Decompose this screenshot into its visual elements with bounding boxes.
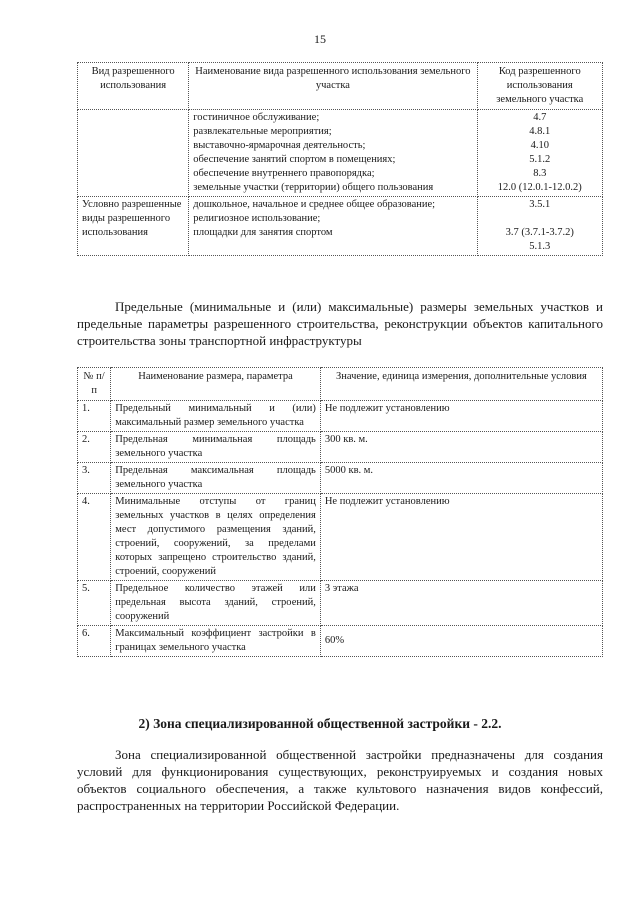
table-row xyxy=(78,494,603,581)
use-code: 4.8.1 xyxy=(529,126,551,137)
use-code: 3.5.1 xyxy=(529,199,551,210)
use-code: 4.10 xyxy=(530,140,549,151)
table-row xyxy=(78,110,603,197)
parameter-name: Предельная минимальная площадь земельного участка xyxy=(111,432,321,463)
parameter-value: 3 этажа xyxy=(320,581,602,626)
use-code: 5.1.2 xyxy=(529,154,551,165)
conditional-uses-label: Условно разрешенные виды разрешенного использования xyxy=(78,197,189,256)
section-paragraph-text: Зона специализированной общественной застройки предназначены для создания условий для функционирования существующих, реконструируемых и создания новых объектов социального обеспечения, а также культового назначения видов конфессий, распространенных на территории Российской Федерации. xyxy=(77,747,603,813)
use-code: 5.1.3 xyxy=(529,241,551,252)
row-number: 6. xyxy=(78,626,111,657)
parameter-name: Предельный минимальный и (или) максимальный размер земельного участка xyxy=(111,401,321,432)
row-number: 4. xyxy=(78,494,111,581)
parameter-name: Максимальный коэффициент застройки в границах земельного участка xyxy=(111,626,321,657)
use-name: выставочно-ярмарочная деятельность; xyxy=(193,140,366,151)
permitted-uses-table xyxy=(77,62,603,256)
row-number: 1. xyxy=(78,401,111,432)
parameter-name: Предельная максимальная площадь земельного участка xyxy=(111,463,321,494)
parameter-value: 300 кв. м. xyxy=(320,432,602,463)
parameter-name: Минимальные отступы от границ земельных участков в целях определения мест допустимого размещения зданий, строений, сооружений, за пределами которых запрещено строительство зданий, строений, сооружений xyxy=(111,494,321,581)
parameter-value: Не подлежит установлению xyxy=(320,494,602,581)
table-header-row xyxy=(78,368,603,401)
use-names-cell xyxy=(189,197,477,256)
row-number: 2. xyxy=(78,432,111,463)
use-codes-cell xyxy=(477,197,602,256)
row-number: 3. xyxy=(78,463,111,494)
use-code: 3.7 (3.7.1-3.7.2) xyxy=(505,227,574,238)
table-row xyxy=(78,401,603,432)
use-code: 4.7 xyxy=(533,112,547,123)
use-name: развлекательные мероприятия; xyxy=(193,126,332,137)
parameter-value: 5000 кв. м. xyxy=(320,463,602,494)
use-code-spacer xyxy=(482,212,598,226)
header-parameter-value: Значение, единица измерения, дополнительные условия xyxy=(320,368,602,401)
header-use-type: Вид разрешенного использования xyxy=(78,63,189,110)
parameter-value: 60% xyxy=(320,626,602,657)
table-row xyxy=(78,626,603,657)
use-name: дошкольное, начальное и среднее общее образование; xyxy=(193,199,436,210)
table-row xyxy=(78,581,603,626)
intro-paragraph xyxy=(77,298,603,349)
use-name: обеспечение занятий спортом в помещениях; xyxy=(193,154,396,165)
use-code: 12.0 (12.0.1-12.0.2) xyxy=(497,182,582,193)
parameter-value: Не подлежит установлению xyxy=(320,401,602,432)
use-name: обеспечение внутреннего правопорядка; xyxy=(193,168,375,179)
parameter-name: Предельное количество этажей или предельная высота зданий, строений, сооружений xyxy=(111,581,321,626)
row-number: 5. xyxy=(78,581,111,626)
use-codes-cell xyxy=(477,110,602,197)
page-number: 15 xyxy=(314,32,326,46)
header-use-code: Код разрешенного использования земельного участка xyxy=(477,63,602,110)
use-type-cell-empty xyxy=(78,110,189,197)
section-paragraph xyxy=(77,746,603,814)
section-heading: 2) Зона специализированной общественной застройки - 2.2. xyxy=(138,716,502,731)
use-name: площадки для занятия спортом xyxy=(193,227,333,238)
header-use-name: Наименование вида разрешенного использования земельного участка xyxy=(189,63,477,110)
header-parameter-name: Наименование размера, параметра xyxy=(111,368,321,401)
intro-paragraph-text: Предельные (минимальные и (или) максимальные) размеры земельных участков и предельные параметры разрешенного строительства, реконструкции объектов капитального строительства зоны транспортной инфраструктуры xyxy=(77,299,603,348)
use-code: 8.3 xyxy=(533,168,547,179)
table-row xyxy=(78,463,603,494)
use-names-cell xyxy=(189,110,477,197)
use-name: земельные участки (территории) общего пользования xyxy=(193,182,434,193)
use-name: религиозное использование; xyxy=(193,213,321,224)
header-number: № п/п xyxy=(78,368,111,401)
parameters-table xyxy=(77,367,603,657)
table-row xyxy=(78,197,603,256)
use-name: гостиничное обслуживание; xyxy=(193,112,320,123)
table-header-row xyxy=(78,63,603,110)
table-row xyxy=(78,432,603,463)
